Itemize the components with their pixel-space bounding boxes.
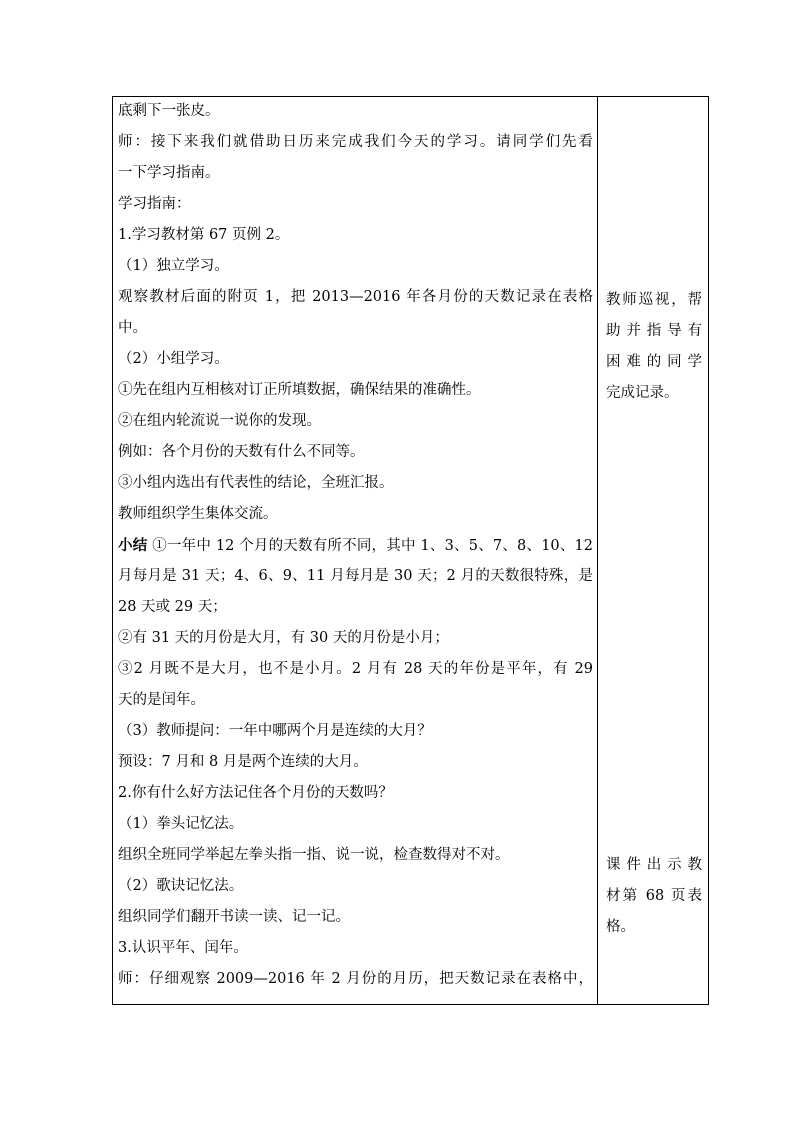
text-line: 组织同学们翻开书读一读、记一记。 xyxy=(118,909,350,925)
note-line: 课件出示教 xyxy=(606,857,702,873)
summary-label: 小结 xyxy=(118,537,148,554)
text-line: 师：接下来我们就借助日历来完成我们今天的学习。请同学们先看 xyxy=(118,134,593,150)
text-line: 师：仔细观察 2009—2016 年 2 月份的月历，把天数记录在表格中， xyxy=(118,971,593,987)
text-line: ③2 月既不是大月，也不是小月。2 月有 28 天的年份是平年，有 29 xyxy=(118,661,593,677)
text-line: 底剩下一张皮。 xyxy=(118,103,220,119)
text-line: （2）小组学习。 xyxy=(118,351,229,367)
text-line: 例如：各个月份的天数有什么不同等。 xyxy=(118,444,365,460)
text-line: ③小组内选出有代表性的结论，全班汇报。 xyxy=(118,475,394,491)
text-line: （1）独立学习。 xyxy=(118,258,229,274)
summary-text: ①一年中 12 个月的天数有所不同，其中 1、3、5、7、8、10、12 xyxy=(152,538,593,554)
note-line: 完成记录。 xyxy=(606,385,679,401)
text-line: 月每月是 31 天；4、6、9、11 月每月是 30 天；2 月的天数很特殊，是 xyxy=(118,568,593,584)
summary-line xyxy=(118,530,593,561)
text-line: ②在组内轮流说一说你的发现。 xyxy=(118,413,321,429)
text-line: （3）教师提问：一年中哪两个月是连续的大月？ xyxy=(118,723,432,739)
text-line: 观察教材后面的附页 1，把 2013—2016 年各月份的天数记录在表格 xyxy=(118,289,593,305)
note-line: 困难的同学 xyxy=(606,354,702,370)
text-line: 组织全班同学举起左拳头指一指、说一说，检查数得对不对。 xyxy=(118,847,510,863)
text-line: 天的是闰年。 xyxy=(118,692,205,708)
note-line: 材第 68 页表 xyxy=(606,888,702,904)
text-line: 教师组织学生集体交流。 xyxy=(118,506,278,522)
note-line: 格。 xyxy=(606,919,635,935)
note-line: 助并指导有 xyxy=(606,323,702,339)
text-line: 28 天或 29 天； xyxy=(118,599,227,615)
text-line: （1）拳头记忆法。 xyxy=(118,816,244,832)
text-line: （2）歌诀记忆法。 xyxy=(118,878,244,894)
text-line: 2.你有什么好方法记住各个月份的天数吗？ xyxy=(118,785,393,801)
column-divider xyxy=(597,96,598,1005)
teacher-note-1 xyxy=(606,285,702,409)
section-heading: 学习指南： xyxy=(118,196,191,212)
note-line: 教师巡视，帮 xyxy=(606,292,702,308)
text-line: ①先在组内互相核对订正所填数据，确保结果的准确性。 xyxy=(118,382,481,398)
teaching-process-column xyxy=(118,96,593,995)
text-line: 3.认识平年、闰年。 xyxy=(118,940,248,956)
text-line: 中。 xyxy=(118,320,147,336)
text-line: 一下学习指南。 xyxy=(118,165,220,181)
text-line: 1.学习教材第 67 页例 2。 xyxy=(118,227,290,243)
text-line: 预设：7 月和 8 月是两个连续的大月。 xyxy=(118,754,368,770)
text-line: ②有 31 天的月份是大月，有 30 天的月份是小月； xyxy=(118,630,449,646)
teacher-note-2 xyxy=(606,850,702,943)
